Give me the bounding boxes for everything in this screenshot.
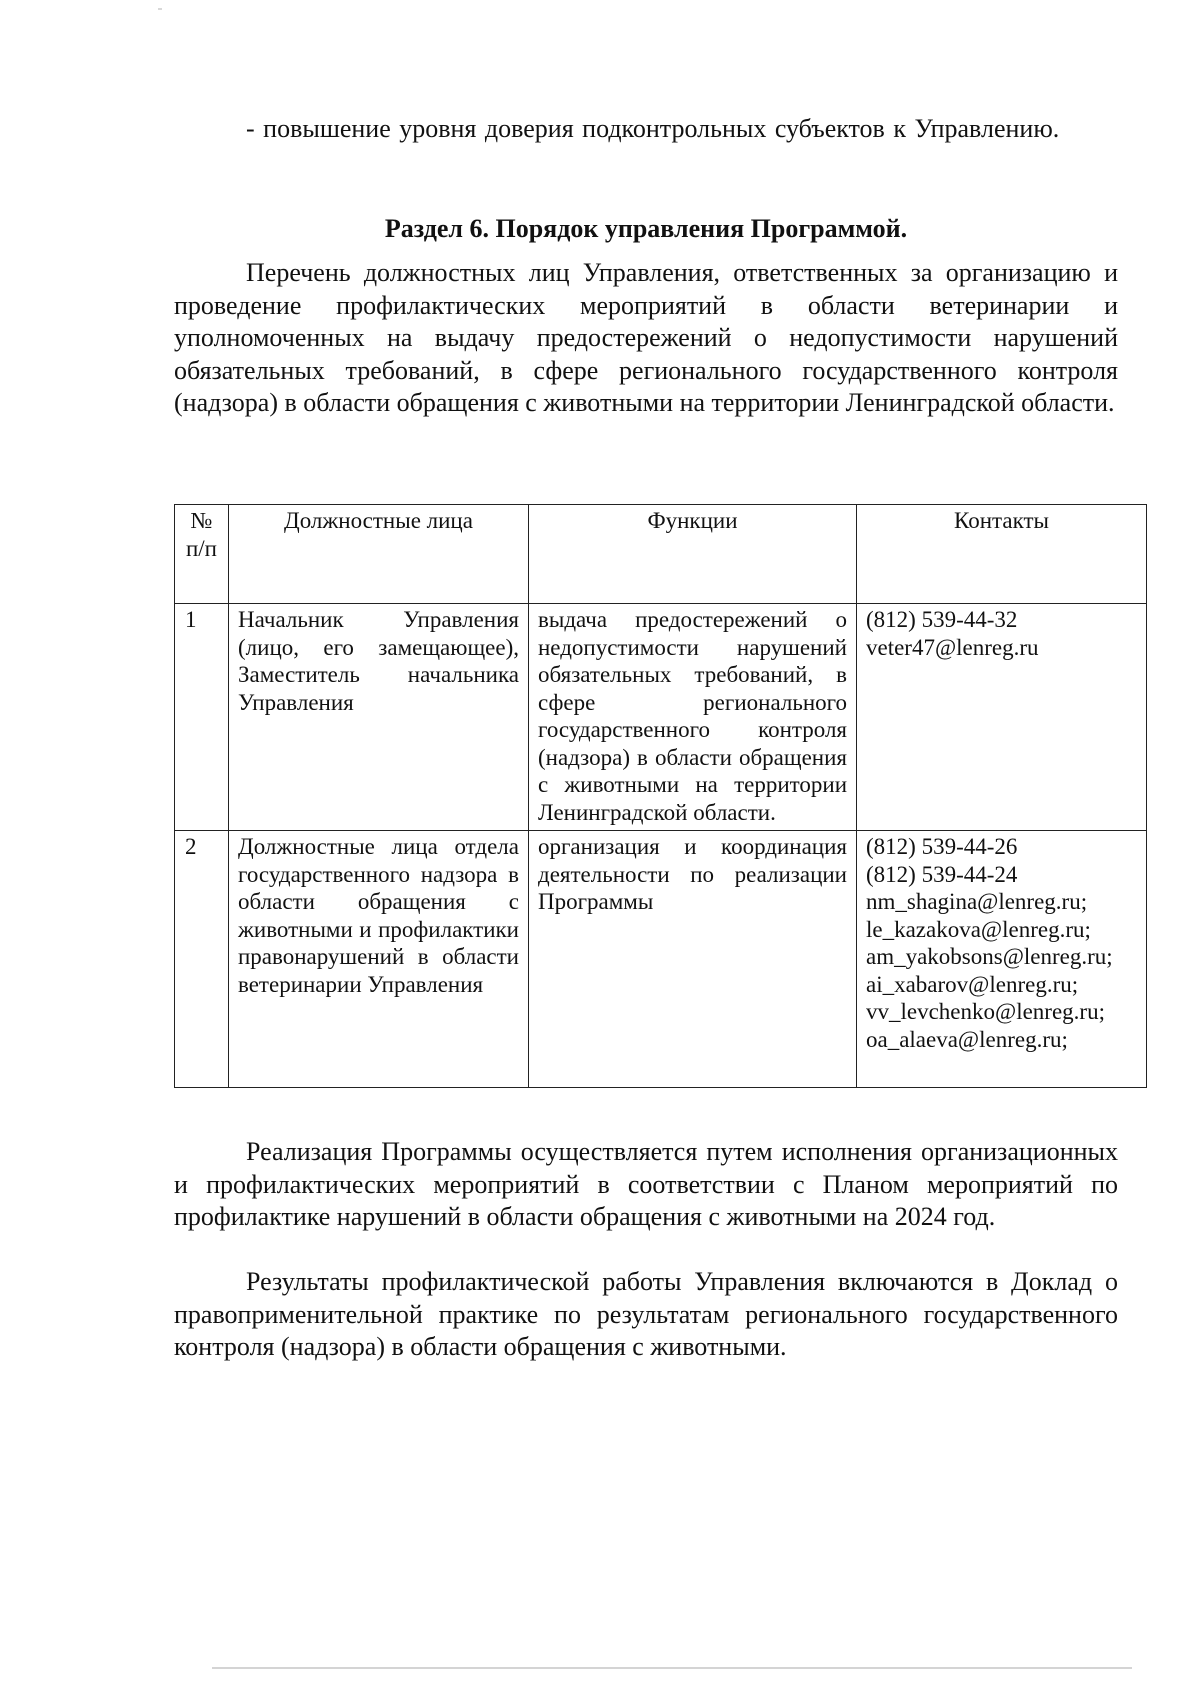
paragraph-results: Результаты профилактической работы Управления включаются в Доклад о правоприменительной практике по результатам регионального государственного контроля (надзора) в области обращения с животными.	[174, 1267, 1118, 1361]
contact-phone: (812) 539-44-32	[866, 607, 1018, 632]
row-number: 1	[175, 604, 229, 831]
table-header-row	[175, 505, 1147, 604]
footer-line	[212, 1667, 1132, 1669]
header-contacts: Контакты	[857, 505, 1147, 604]
row-officials: Начальник Управления (лицо, его замещающее), Заместитель начальника Управления	[229, 604, 529, 831]
contact-email: oa_alaeva@lenreg.ru;	[866, 1026, 1068, 1052]
officials-table	[174, 504, 1147, 1088]
row-officials: Должностные лица отдела государственного надзора в области обращения с животными и профилактики правонарушений в области ветеринарии Управления	[229, 831, 529, 1088]
contact-email: am_yakobsons@lenreg.ru;	[866, 944, 1113, 969]
contact-phone: (812) 539-44-24	[866, 861, 1018, 887]
contact-email: veter47@lenreg.ru	[866, 634, 1039, 660]
row-functions: организация и координация деятельности по реализации Программы	[529, 831, 857, 1088]
scan-mark	[158, 8, 162, 10]
paragraph-trust: - повышение уровня доверия подконтрольных субъектов к Управлению.	[246, 114, 1060, 143]
row-number: 2	[175, 831, 229, 1088]
contact-email: nm_shagina@lenreg.ru;	[866, 889, 1088, 914]
paragraph-implementation: Реализация Программы осуществляется путем исполнения организационных и профилактических мероприятий в соответствии с Планом мероприятий по профилактике нарушений в области обращения с животными на 2024 год.	[174, 1137, 1118, 1231]
header-officials: Должностные лица	[229, 505, 529, 604]
row-functions: выдача предостережений о недопустимости нарушений обязательных требований, в сфере регионального государственного контроля (надзора) в области обращения с животными на территории Ленинградской области.	[529, 604, 857, 831]
contact-email: le_kazakova@lenreg.ru;	[866, 916, 1091, 942]
table-row	[175, 831, 1147, 1088]
contact-email: vv_levchenko@lenreg.ru;	[866, 999, 1105, 1024]
header-functions: Функции	[529, 505, 857, 604]
section-heading: Раздел 6. Порядок управления Программой.	[384, 214, 908, 243]
paragraph-officials-intro: Перечень должностных лиц Управления, ответственных за организацию и проведение профилактических мероприятий в области ветеринарии и уполномоченных на выдачу предостережений о недопустимости нарушений обязательных требований, в сфере регионального государственного контроля (надзора) в области обращения с животными на территории Ленинградской области.	[174, 258, 1118, 417]
contact-phone: (812) 539-44-26	[866, 834, 1018, 859]
contact-email: ai_xabarov@lenreg.ru;	[866, 971, 1079, 997]
header-num: № п/п	[175, 505, 229, 604]
row-contacts	[857, 831, 1147, 1088]
row-contacts	[857, 604, 1147, 831]
table-row	[175, 604, 1147, 831]
